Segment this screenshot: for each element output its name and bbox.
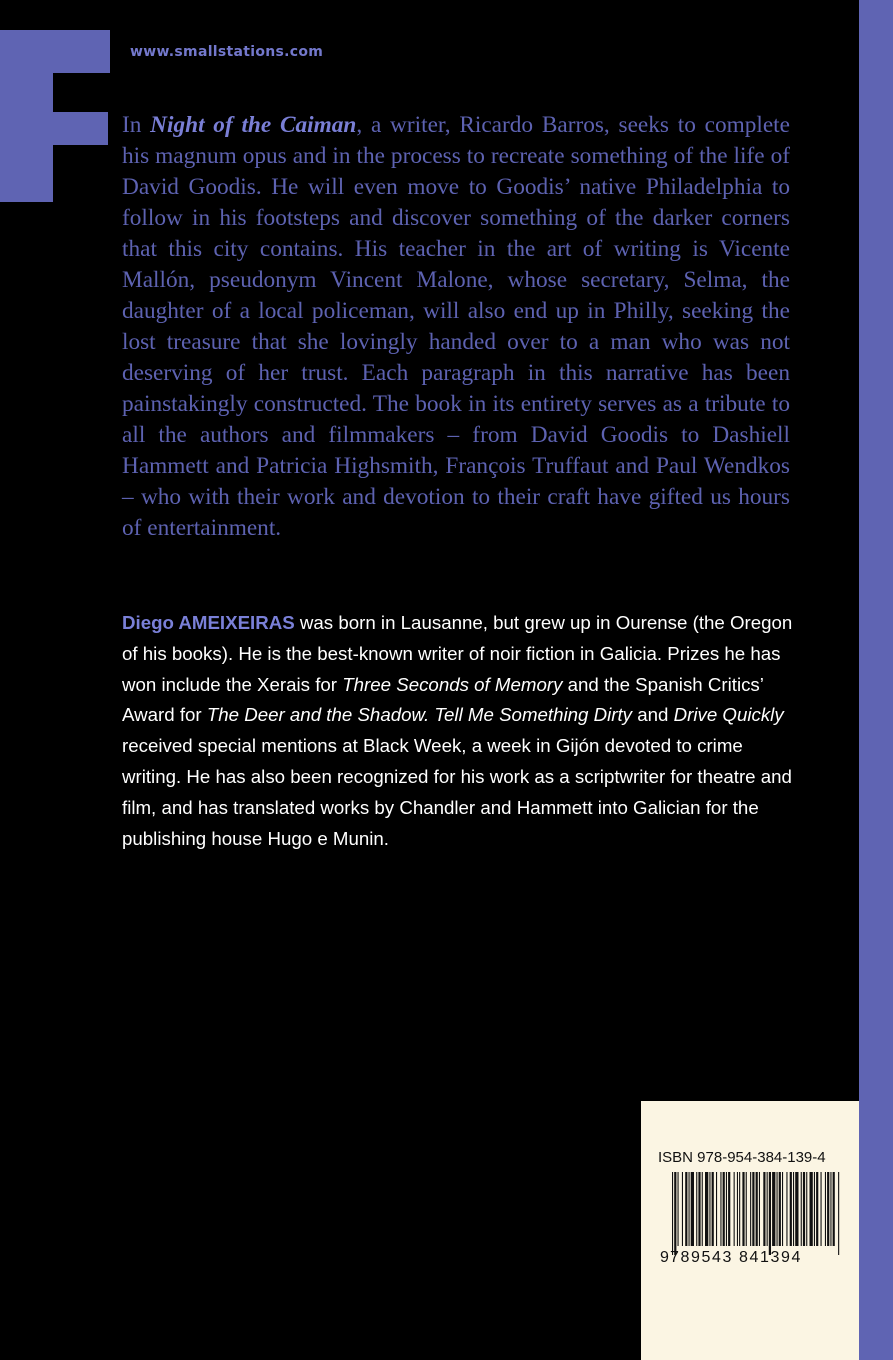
barcode-bar: [759, 1172, 760, 1246]
barcode-bar: [779, 1172, 781, 1246]
barcode-bar: [696, 1172, 697, 1246]
barcode-bar: [739, 1172, 740, 1246]
barcode-bar: [702, 1172, 703, 1246]
barcode-bar: [756, 1172, 758, 1246]
barcode-bar: [674, 1172, 676, 1255]
publisher-f-logo: [0, 0, 110, 205]
barcode-bar: [705, 1172, 708, 1246]
barcode-bar: [801, 1172, 802, 1246]
barcode-bar: [691, 1172, 694, 1246]
barcode-bar: [838, 1172, 839, 1255]
barcode-bar: [737, 1172, 738, 1246]
barcode-bar: [769, 1172, 771, 1255]
barcode-bar: [728, 1172, 730, 1246]
barcode-bar: [786, 1172, 787, 1246]
barcode-bar: [767, 1172, 768, 1246]
barcode-bar: [720, 1172, 721, 1246]
barcode-box: [641, 1101, 859, 1360]
barcode-bar: [716, 1172, 717, 1246]
work-title: Three Seconds of Memory: [342, 673, 563, 695]
barcode-bar: [678, 1172, 679, 1246]
barcode-bar: [672, 1172, 673, 1255]
barcode-bar: [726, 1172, 727, 1246]
barcode-bar: [777, 1172, 778, 1246]
barcode-bar: [810, 1172, 813, 1246]
barcode-bar: [750, 1172, 751, 1246]
barcode-bar: [682, 1172, 683, 1246]
barcode-bar: [712, 1172, 714, 1246]
barcode-bar: [782, 1172, 783, 1246]
barcode-bar: [723, 1172, 725, 1246]
barcode-bar: [685, 1172, 687, 1246]
barcode-bar: [752, 1172, 754, 1246]
barcode-bar: [746, 1172, 747, 1246]
spine-strip: [859, 0, 893, 1360]
work-title: Drive Quickly: [673, 704, 784, 726]
barcode-bar: [790, 1172, 792, 1246]
barcode-bar: [803, 1172, 805, 1246]
work-title: The Deer and the Shadow. Tell Me Something Dirty: [206, 704, 633, 726]
barcode-bar: [830, 1172, 831, 1246]
barcode-bar: [763, 1172, 765, 1246]
barcode-bar: [827, 1172, 829, 1246]
barcode-bar: [825, 1172, 826, 1246]
barcode-bar: [709, 1172, 710, 1246]
synopsis-paragraph: In Night of the Caiman, a writer, Ricardo Barros, seeks to complete his magnum opus and in the process to recreate something of the life of David Goodis. He will even move to Goodis’ native Philadelphia to follow in his footsteps and discover something of the darker corners that this city contains. His teacher in the art of writing is Vicente Mallón, pseudonym Vincent Malone, whose secretary, Selma, the daughter of a local policeman, will also end up in Philly, seeking the lost treasure that she lovingly handed over to a man who was not deserving of her trust. Each paragraph in this narrative has been painstakingly constructed. The book in its entirety serves as a tribute to all the authors and filmmakers – from David Goodis to Dashiell Hammett and Patricia Highsmith, François Truffaut and Paul Wendkos – who with their work and devotion to their craft have gifted us hours of entertainment.: [122, 112, 790, 541]
barcode-bar: [816, 1172, 818, 1246]
barcode-bar: [814, 1172, 815, 1246]
barcode-bar: [772, 1172, 775, 1246]
barcode-bar: [795, 1172, 798, 1246]
barcode-bar: [821, 1172, 822, 1246]
author-bio: Diego AMEIXEIRAS was born in Lausanne, but grew up in Ourense (the Oregon of his books). He is the best-known writer of noir fiction in Galicia. Prizes he has won include the Xerais for Three Seconds of Memory and the Spanish Critics’ Award for The Deer and the Shadow. Tell Me Something Dirty and Drive Quickly received special mentions at Black Week, a week in Gijón devoted to crime writing. He has also been recognized for his work as a scriptwriter for theatre and film, and has translated works by Chandler and Hammett into Galician for the publishing house Hugo e Munin.: [122, 612, 793, 849]
isbn-label: ISBN 978-954-384-139-4: [658, 1149, 826, 1166]
barcode-digits: 789543 841394: [670, 1249, 803, 1266]
author-name: Diego AMEIXEIRAS: [122, 612, 295, 633]
barcode-lead-digit: 9: [660, 1249, 669, 1266]
barcode-bar: [689, 1172, 690, 1246]
barcode-bar: [698, 1172, 700, 1246]
barcode-bar: [793, 1172, 794, 1246]
book-title: Night of the Caiman: [150, 112, 357, 138]
barcode-bar: [742, 1172, 744, 1246]
barcode-bar: [833, 1172, 835, 1246]
barcode-icon: [641, 1101, 859, 1360]
publisher-url[interactable]: www.smallstations.com: [130, 44, 324, 60]
barcode-bar: [734, 1172, 735, 1246]
barcode-bar: [806, 1172, 807, 1246]
